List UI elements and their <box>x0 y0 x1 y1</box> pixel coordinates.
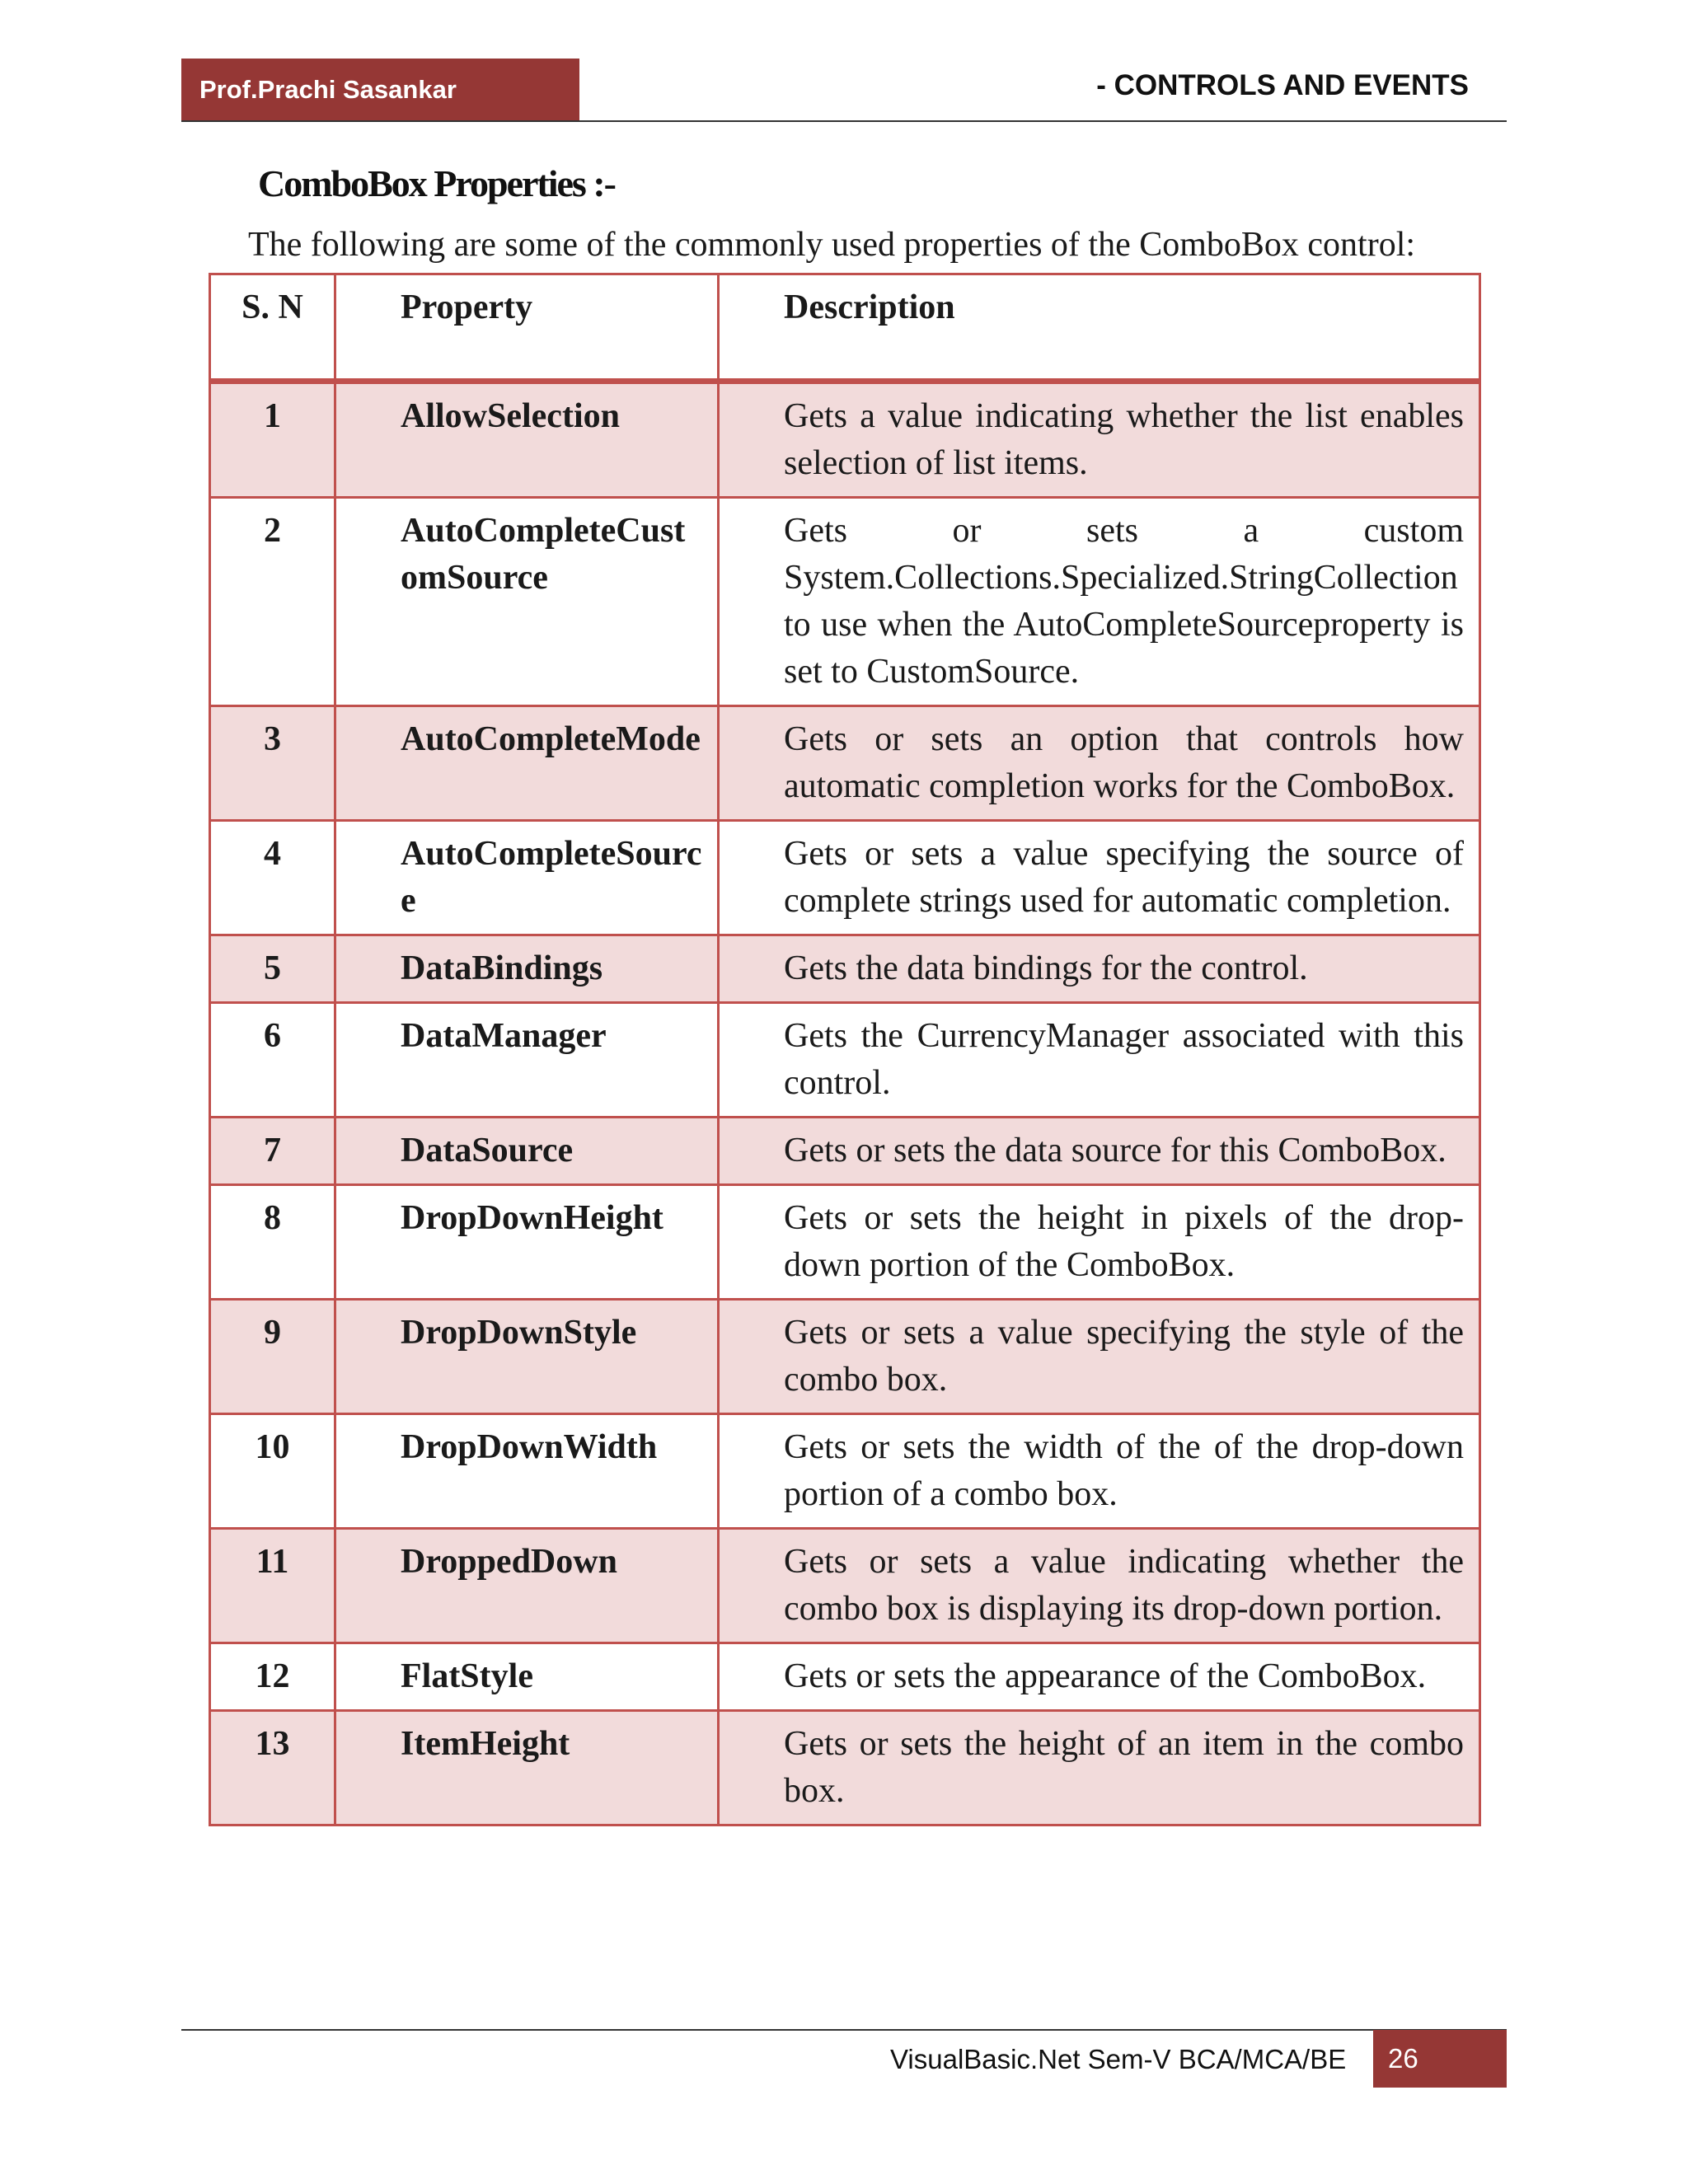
table-row <box>210 1529 1480 1643</box>
row-sn: 2 <box>210 498 335 706</box>
header-property: Property <box>335 274 719 382</box>
row-description: Gets or sets an option that controls how automatic completion works for the ComboBox. <box>719 706 1480 821</box>
row-description: Gets or sets the appearance of the ComboBox. <box>719 1643 1480 1711</box>
row-sn: 3 <box>210 706 335 821</box>
row-property: AllowSelection <box>335 382 719 498</box>
properties-table <box>209 273 1481 1826</box>
header-title: - CONTROLS AND EVENTS <box>1096 69 1469 101</box>
table-row <box>210 1003 1480 1118</box>
row-property: DroppedDown <box>335 1529 719 1643</box>
row-description: Gets or sets a value specifying the source of complete strings used for automatic completion. <box>719 821 1480 935</box>
row-sn: 9 <box>210 1300 335 1414</box>
row-property: AutoCompleteSource <box>335 821 719 935</box>
row-property: DropDownStyle <box>335 1300 719 1414</box>
row-property: DataBindings <box>335 935 719 1003</box>
row-property: FlatStyle <box>335 1643 719 1711</box>
header-author-badge <box>181 59 579 120</box>
row-description: Gets or sets the height in pixels of the drop-down portion of the ComboBox. <box>719 1185 1480 1300</box>
row-description: Gets or sets a custom System.Collections.Specialized.StringCollection to use when the AutoCompleteSourceproperty is set to CustomSource. <box>719 498 1480 706</box>
row-property: AutoCompleteCustomSource <box>335 498 719 706</box>
row-description: Gets or sets a value indicating whether the combo box is displaying its drop-down portion. <box>719 1529 1480 1643</box>
table-row <box>210 1711 1480 1825</box>
row-sn: 1 <box>210 382 335 498</box>
table-row <box>210 1118 1480 1185</box>
row-sn: 11 <box>210 1529 335 1643</box>
header-description: Description <box>719 274 1480 382</box>
row-description: Gets or sets a value specifying the style of the combo box. <box>719 1300 1480 1414</box>
row-description: Gets or sets the width of the of the drop-down portion of a combo box. <box>719 1414 1480 1529</box>
row-sn: 4 <box>210 821 335 935</box>
row-property: DataSource <box>335 1118 719 1185</box>
header-divider <box>181 120 1507 122</box>
table-row <box>210 1300 1480 1414</box>
row-description: Gets or sets the height of an item in the combo box. <box>719 1711 1480 1825</box>
row-sn: 8 <box>210 1185 335 1300</box>
table-row <box>210 1185 1480 1300</box>
page-number-badge <box>1373 2030 1507 2088</box>
table-row <box>210 1414 1480 1529</box>
section-heading: ComboBox Properties :- <box>258 162 615 204</box>
table-row <box>210 935 1480 1003</box>
row-description: Gets the CurrencyManager associated with this control. <box>719 1003 1480 1118</box>
table-row <box>210 382 1480 498</box>
row-sn: 10 <box>210 1414 335 1529</box>
row-property: DropDownHeight <box>335 1185 719 1300</box>
row-description: Gets the data bindings for the control. <box>719 935 1480 1003</box>
row-sn: 6 <box>210 1003 335 1118</box>
row-property: ItemHeight <box>335 1711 719 1825</box>
row-description: Gets a value indicating whether the list enables selection of list items. <box>719 382 1480 498</box>
table-header-row <box>210 274 1480 382</box>
table-row <box>210 821 1480 935</box>
row-property: AutoCompleteMode <box>335 706 719 821</box>
row-description: Gets or sets the data source for this ComboBox. <box>719 1118 1480 1185</box>
row-sn: 13 <box>210 1711 335 1825</box>
page-number: 26 <box>1388 2043 1418 2074</box>
row-sn: 12 <box>210 1643 335 1711</box>
intro-text: The following are some of the commonly used properties of the ComboBox control: <box>248 226 1416 264</box>
row-sn: 7 <box>210 1118 335 1185</box>
row-property: DataManager <box>335 1003 719 1118</box>
header-author: Prof.Prachi Sasankar <box>199 74 457 104</box>
footer-course: VisualBasic.Net Sem-V BCA/MCA/BE <box>890 2044 1347 2074</box>
row-property: DropDownWidth <box>335 1414 719 1529</box>
footer-divider <box>181 2029 1507 2031</box>
table-row <box>210 706 1480 821</box>
row-sn: 5 <box>210 935 335 1003</box>
table-row <box>210 1643 1480 1711</box>
table-row <box>210 498 1480 706</box>
header-sn: S. N <box>210 274 335 382</box>
